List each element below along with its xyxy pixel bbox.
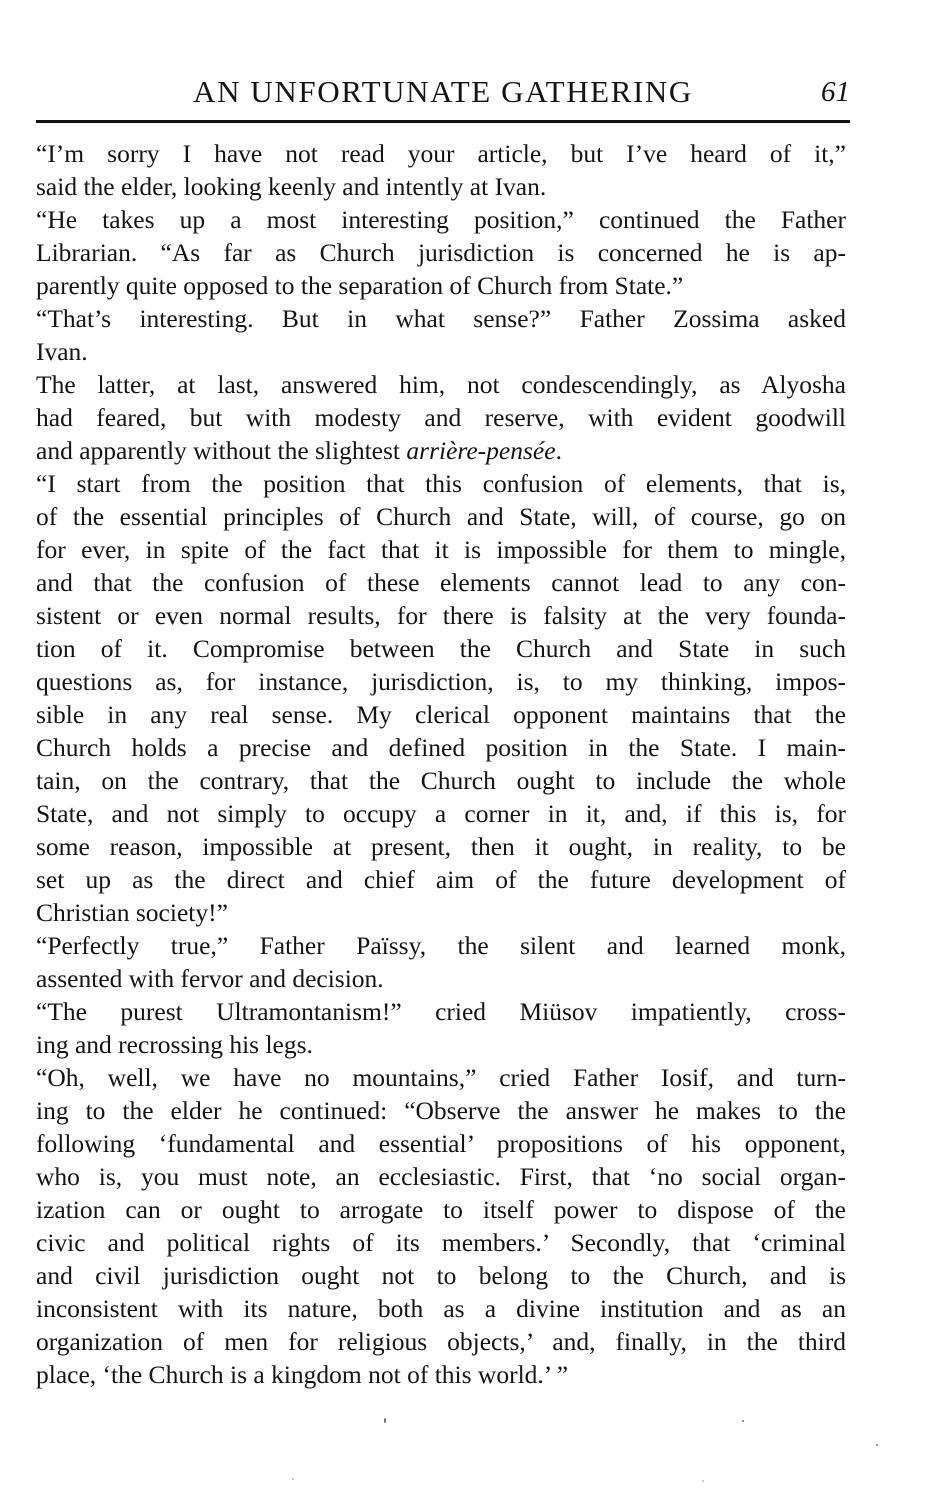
text-fragment: .: [555, 436, 562, 465]
paragraph: [36, 203, 846, 302]
italic-phrase: arrière-pensée: [406, 436, 556, 465]
text-line: inconsistent with its nature, both as a divine institution and as an: [36, 1294, 846, 1323]
text-line: sistent or even normal results, for there is falsity at the very founda-: [36, 601, 846, 630]
text-line: said the elder, looking keenly and intently at Ivan.: [36, 172, 547, 201]
text-line: who is, you must note, an ecclesiastic. First, that ‘no social organ-: [36, 1162, 846, 1191]
text-line: “That’s interesting. But in what sense?” Father Zossima asked: [36, 304, 846, 333]
text-line: set up as the direct and chief aim of the future development of: [36, 865, 846, 894]
text-line: ing to the elder he continued: “Observe the answer he makes to the: [36, 1096, 846, 1125]
text-line: sible in any real sense. My clerical opponent maintains that the: [36, 700, 846, 729]
page-number: 61: [821, 76, 850, 108]
text-line: “Perfectly true,” Father Païssy, the silent and learned monk,: [36, 931, 846, 960]
scan-speck: [384, 1418, 386, 1423]
text-line: State, and not simply to occupy a corner in it, and, if this is, for: [36, 799, 846, 828]
text-line: following ‘fundamental and essential’ propositions of his opponent,: [36, 1129, 846, 1158]
text-line: Librarian. “As far as Church jurisdiction is concerned he is ap-: [36, 238, 846, 267]
scan-speck: [876, 1444, 878, 1446]
header-rule: [36, 120, 850, 123]
text-fragment: and apparently without the slightest: [36, 436, 407, 465]
scan-speck: [702, 1480, 704, 1482]
text-line: some reason, impossible at present, then it ought, in reality, to be: [36, 832, 846, 861]
text-line: for ever, in spite of the fact that it is impossible for them to mingle,: [36, 535, 846, 564]
scan-speck: [292, 1478, 294, 1480]
text-line: assented with fervor and decision.: [36, 964, 384, 993]
text-line: and civil jurisdiction ought not to belong to the Church, and is: [36, 1261, 846, 1290]
text-line: questions as, for instance, jurisdiction, is, to my thinking, impos-: [36, 667, 846, 696]
text-line: tion of it. Compromise between the Church and State in such: [36, 634, 846, 663]
text-line: ing and recrossing his legs.: [36, 1030, 313, 1059]
page-header: [36, 70, 850, 114]
paragraph: [36, 368, 846, 467]
text-line: [36, 434, 846, 467]
text-line: “I’m sorry I have not read your article, but I’ve heard of it,”: [36, 139, 846, 168]
text-line: organization of men for religious objects,’ and, finally, in the third: [36, 1327, 846, 1356]
paragraph: [36, 995, 846, 1061]
text-line: parently quite opposed to the separation of Church from State.”: [36, 271, 684, 300]
paragraph: [36, 929, 846, 995]
text-line: and that the confusion of these elements cannot lead to any con-: [36, 568, 846, 597]
text-line: “I start from the position that this confusion of elements, that is,: [36, 469, 846, 498]
text-line: “The purest Ultramontanism!” cried Miüsov impatiently, cross-: [36, 997, 846, 1026]
text-line: had feared, but with modesty and reserve, with evident goodwill: [36, 403, 846, 432]
text-line: civic and political rights of its members.’ Secondly, that ‘criminal: [36, 1228, 846, 1257]
body-text: [36, 137, 846, 1391]
text-line: place, ‘the Church is a kingdom not of this world.’ ”: [36, 1360, 569, 1389]
paragraph: [36, 1061, 846, 1391]
paragraph: [36, 302, 846, 368]
paragraph: [36, 137, 846, 203]
text-line: “Oh, well, we have no mountains,” cried Father Iosif, and turn-: [36, 1063, 846, 1092]
text-line: tain, on the contrary, that the Church ought to include the whole: [36, 766, 846, 795]
text-line: “He takes up a most interesting position,” continued the Father: [36, 205, 846, 234]
scan-speck: [742, 1420, 744, 1422]
text-line: Church holds a precise and defined position in the State. I main-: [36, 733, 846, 762]
text-line: ization can or ought to arrogate to itself power to dispose of the: [36, 1195, 846, 1224]
text-line: Ivan.: [36, 337, 88, 366]
text-line: The latter, at last, answered him, not condescendingly, as Alyosha: [36, 370, 846, 399]
text-line: of the essential principles of Church and State, will, of course, go on: [36, 502, 846, 531]
text-line: Christian society!”: [36, 898, 228, 927]
running-head: AN UNFORTUNATE GATHERING: [193, 74, 693, 109]
paragraph: [36, 467, 846, 929]
